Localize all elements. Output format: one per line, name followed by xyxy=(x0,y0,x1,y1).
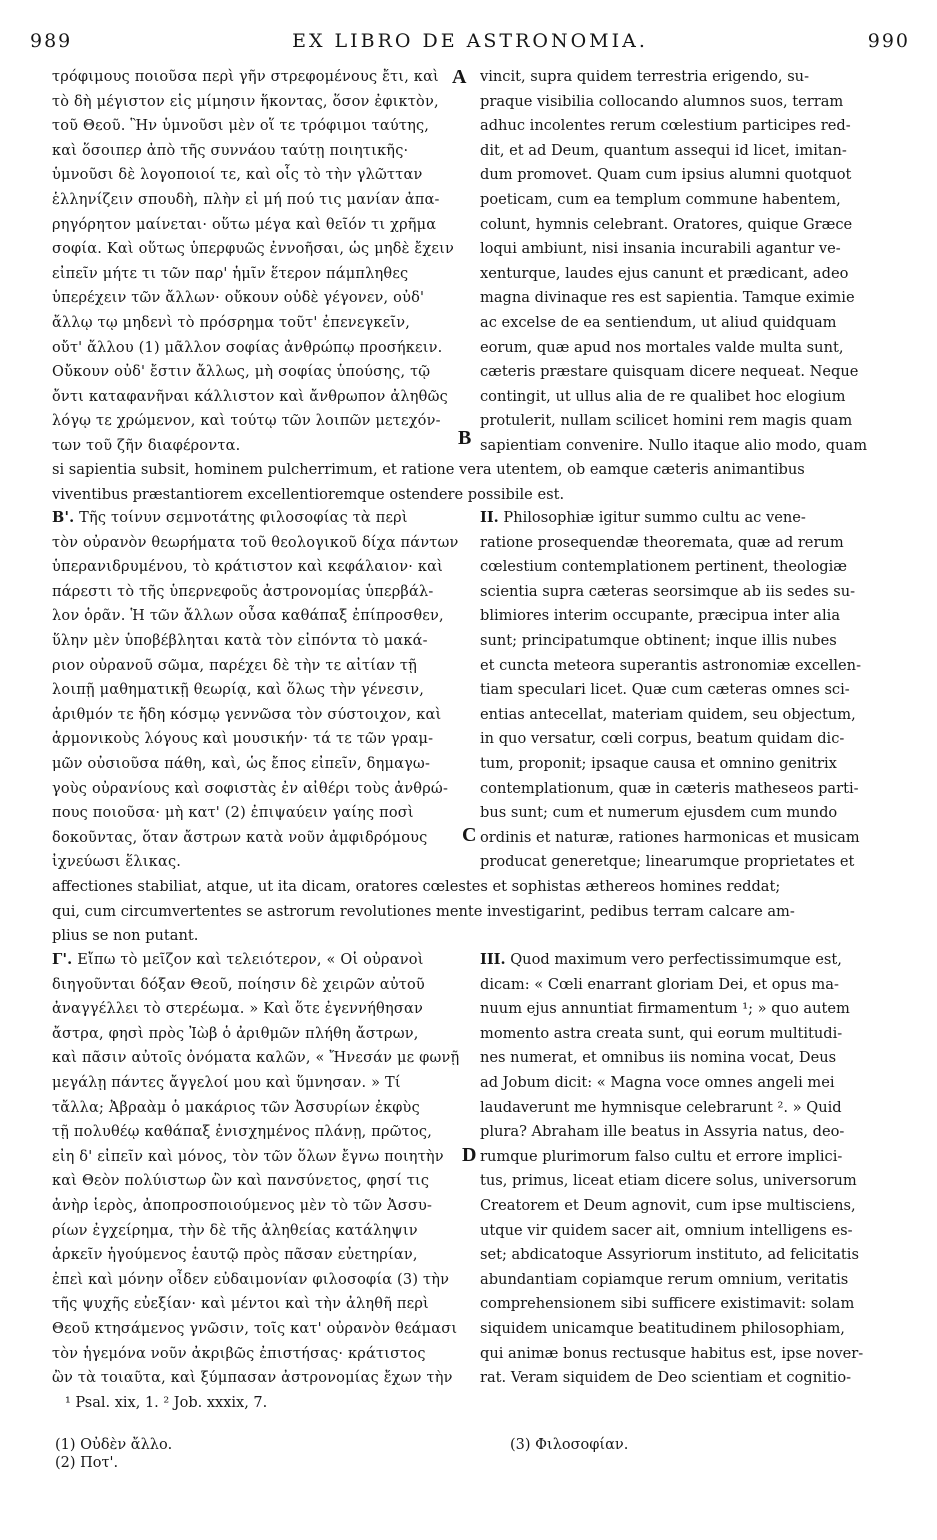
greek-line: μεγάλῃ πάντες ἄγγελοί μου καὶ ὕμνησαν. » Τί xyxy=(52,1074,401,1091)
greek-line: τρόφιμους ποιοῦσα περὶ γῆν στρεφομένους ἔτι, καὶ xyxy=(52,69,439,85)
greek-line: ὕλην μὲν ὑποβέβληται κατὰ τὸν εἰπόντα τὸ μακά- xyxy=(52,632,428,649)
latin-paragraph-2 xyxy=(480,506,890,531)
latin-line: xenturque, laudes ejus canunt et prædicant, adeo xyxy=(480,264,849,282)
greek-line: δοκοῦντας, ὅταν ἄστρων κατὰ νοῦν ἀμφιδρόμους xyxy=(52,829,428,846)
greek-line: ὄντι καταφανῆναι κάλλιστον καὶ ἄνθρωπον ἀληθῶς xyxy=(52,388,448,405)
greek-line: καὶ Θεὸν πολύιστωρ ὢν καὶ πανσύνετος, φησί τις xyxy=(52,1173,430,1190)
latin-lines-3 xyxy=(480,973,890,1388)
latin-line: producat generetque; linearumque proprietates et xyxy=(480,853,855,871)
greek-line: ὑμνοῦσι δὲ λογοποιοί τε, καὶ οἷς τὸ τὴν γλῶτταν xyxy=(52,167,423,184)
greek-paragraph-2 xyxy=(52,506,460,531)
latin-line: et cuncta meteora superantis astronomiæ excellen- xyxy=(480,656,862,674)
greek-line: Θεοῦ κτησάμενος γνῶσιν, τοῖς κατ' οὐρανὸν θεάμασι xyxy=(52,1320,458,1337)
greek-line: ὑπερέχειν τῶν ἄλλων· οὔκουν οὐδὲ γέγονεν, οὐδ' xyxy=(52,290,425,307)
latin-line: ac excelse de ea sentiendum, ut aliud quidquam xyxy=(480,313,837,331)
greek-line: τοῦ Θεοῦ. Ἣν ὑμνοῦσι μὲν οἵ τε τρόφιμοι ταύτης, xyxy=(52,118,430,135)
latin-line: nes numerat, et omnibus iis nomina vocat, Deus xyxy=(480,1049,837,1067)
section-number-greek: Β'. xyxy=(52,509,75,526)
greek-line: ὢν τὰ τοιαῦτα, καὶ ξύμπασαν ἀστρονομίας ἔχων τὴν xyxy=(52,1370,453,1387)
section-number-greek: Γ'. xyxy=(52,951,73,968)
page-header xyxy=(30,30,910,60)
greek-line: ἀνὴρ ἱερὸς, ἀποπροσποιούμενος μὲν τὸ τῶν Ἀσσυ- xyxy=(52,1197,433,1214)
greek-line: ὑπερανιδρυμένου, τὸ κράτιστον καὶ κεφάλαιον· καὶ xyxy=(52,559,444,576)
latin-line: cœlestium contemplationem pertinent, theologiæ xyxy=(480,558,847,576)
greek-line: ἄστρα, φησὶ πρὸς Ἰὼβ ὁ ἀριθμῶν πλήθη ἄστρων, xyxy=(52,1025,419,1042)
latin-line: bus sunt; cum et numerum ejusdem cum mundo xyxy=(480,804,838,822)
latin-line: dit, et ad Deum, quantum assequi id licet, imitan- xyxy=(480,141,847,159)
latin-line: scientia supra cæteras seorsimque ab iis sedes su- xyxy=(480,582,856,600)
greek-line: πάρεστι τὸ τῆς ὑπερνεφοῦς ἀστρονομίας ὑπερβάλ- xyxy=(52,583,434,600)
greek-line: ἀναγγέλλει τὸ στερέωμα. » Καὶ ὅτε ἐγεννήθησαν xyxy=(52,1001,423,1018)
text-line: plius se non putant. xyxy=(52,927,199,945)
greek-line: ἀριθμόν τε ἤδη κόσμῳ γεννῶσα τὸν σύστοιχον, καὶ xyxy=(52,706,442,723)
greek-line: ρίων ἐγχείρημα, τὴν δὲ τῆς ἀληθείας κατάληψιν xyxy=(52,1222,418,1239)
page-number-left: 989 xyxy=(30,30,73,52)
latin-line: loqui ambiunt, nisi insania incurabili agantur ve- xyxy=(480,240,841,258)
greek-line: λον ὁρᾶν. Ἡ τῶν ἄλλων οὖσα καθάπαξ ἐπίπροσθεν, xyxy=(52,608,444,625)
text-line: si sapientia subsit, hominem pulcherrimum, et ratione vera utentem, ob eamque cæteris animantibus xyxy=(52,461,805,478)
latin-line: cæteris præstare quisquam dicere nequeat. Neque xyxy=(480,363,859,381)
latin-line: contingit, ut ullus alia de re qualibet hoc elogium xyxy=(480,387,846,405)
latin-line: utque vir quidem sacer ait, omnium intelligens es- xyxy=(480,1221,853,1239)
greek-line: λοιπῇ μαθηματικῇ θεωρίᾳ, καὶ ὅλως τὴν γένεσιν, xyxy=(52,682,425,699)
greek-line: τἄλλα; Ἀβραὰμ ὁ μακάριος τῶν Ἀσσυρίων ἐκφὺς xyxy=(52,1099,420,1116)
latin-line: set; abdicatoque Assyriorum instituto, ad felicitatis xyxy=(480,1246,859,1264)
greek-lines-3 xyxy=(52,973,460,1388)
greek-line: τὸ δὴ μέγιστον εἰς μίμησιν ἥκοντας, ὅσον ἐφικτὸν, xyxy=(52,93,439,110)
greek-column-3 xyxy=(52,948,460,1388)
scripture-references: ¹ Psal. xix, 1. ² Job. xxxix, 7. xyxy=(65,1395,268,1411)
greek-line: των τοῦ ζῆν διαφέροντα. xyxy=(52,437,241,454)
text-line: affectiones stabiliat, atque, ut ita dicam, oratores cœlestes et sophistas æthereos homines reddat; xyxy=(52,878,781,895)
page-number-right: 990 xyxy=(867,30,910,52)
greek-line: εἰη δ' εἰπεῖν καὶ μόνος, τὸν τῶν ὅλων ἔγνω ποιητὴν xyxy=(52,1148,444,1165)
latin-line: protulerit, nullam scilicet homini rem magis quam xyxy=(480,412,853,430)
greek-line: ἐπεὶ καὶ μόνην οἶδεν εὐδαιμονίαν φιλοσοφία (3) τὴν xyxy=(52,1271,450,1288)
latin-line: laudaverunt me hymnisque celebrarunt ². » Quid xyxy=(480,1098,842,1116)
greek-line: γοὺς οὐρανίους καὶ σοφιστὰς ἐν αἰθέρι τοὺς ἀνθρώ- xyxy=(52,780,449,797)
greek-line: τῆς ψυχῆς εὐεξίαν· καὶ μέντοι καὶ τὴν ἀληθῆ περὶ xyxy=(52,1296,429,1313)
latin-line: rumque plurimorum falso cultu et errore implici- xyxy=(480,1147,843,1165)
greek-line: εἰπεῖν μήτε τι τῶν παρ' ἡμῖν ἕτερον πάμπληθες xyxy=(52,265,409,282)
latin-line xyxy=(480,948,890,973)
greek-line: τὸν ἡγεμόνα νοῦν ἀκριβῶς ἐπιστήσας· κράτιστος xyxy=(52,1345,426,1362)
variant-note-2: (2) Ποτ'. xyxy=(55,1455,119,1471)
latin-line: comprehensionem sibi sufficere existimavit: solam xyxy=(480,1295,855,1313)
greek-line: ἁρμονικοὺς λόγους καὶ μουσικήν· τά τε τῶν γραμ- xyxy=(52,731,434,748)
greek-line-text: Τῆς τοίνυν σεμνοτάτης φιλοσοφίας τὰ περὶ xyxy=(79,510,408,526)
full-width-text-1 xyxy=(52,458,890,508)
latin-line: tus, primus, liceat etiam dicere solus, universorum xyxy=(480,1172,857,1190)
latin-line: ordinis et naturæ, rationes harmonicas et musicam xyxy=(480,828,860,846)
footnotes xyxy=(55,1395,885,1495)
section-marker-d: D xyxy=(462,1144,477,1166)
section-marker-c: C xyxy=(462,824,477,846)
latin-line: nuum ejus annuntiat firmamentum ¹; » quo autem xyxy=(480,1000,850,1018)
greek-line: ἰχνεύωσι ἕλικας. xyxy=(52,854,182,871)
greek-line: ἀρκεῖν ἡγούμενος ἑαυτῷ πρὸς πᾶσαν εὐετηρίαν, xyxy=(52,1247,418,1264)
latin-line: eorum, quæ apud nos mortales valde multa sunt, xyxy=(480,338,844,356)
greek-line: οὔτ' ἄλλου (1) μᾶλλον σοφίας ἀνθρώπῳ προσήκειν. xyxy=(52,339,443,356)
latin-line: blimiores interim occupante, præcipua inter alia xyxy=(480,607,841,625)
greek-line: τὸν οὐρανὸν θεωρήματα τοῦ θεολογικοῦ δίχα πάντων xyxy=(52,534,459,551)
section-marker-b: B xyxy=(458,427,472,449)
greek-line: ἑλληνίζειν σπουδὴ, πλὴν εἰ μή πού τις μανίαν ἀπα- xyxy=(52,191,440,208)
latin-line: qui animæ bonus rectusque habitus est, ipse nover- xyxy=(480,1344,864,1362)
latin-line: dum promovet. Quam cum ipsius alumni quotquot xyxy=(480,166,852,184)
latin-line: in quo versatur, cœli corpus, beatum quidam dic- xyxy=(480,730,845,748)
latin-line: ad Jobum dicit: « Magna voce omnes angeli mei xyxy=(480,1073,835,1091)
latin-column-1 xyxy=(480,65,890,460)
latin-line: sunt; principatumque obtinent; inque illis nubes xyxy=(480,631,837,649)
latin-column-2 xyxy=(480,506,890,878)
greek-line: μῶν οὐσιοῦσα πάθη, καὶ, ὡς ἔπος εἰπεῖν, δημαγω- xyxy=(52,755,431,772)
latin-line: siquidem unicamque beatitudinem philosophiam, xyxy=(480,1319,845,1337)
greek-line xyxy=(52,506,460,531)
latin-line: vincit, supra quidem terrestria erigendo, su- xyxy=(480,68,810,85)
latin-line: contemplationum, quæ in cæteris matheseos parti- xyxy=(480,779,859,797)
greek-line: σοφία. Καὶ οὕτως ὑπερφυῶς ἐννοῆσαι, ὡς μηδὲ ἔχειν xyxy=(52,241,455,258)
latin-line: entias antecellat, materiam quidem, seu objectum, xyxy=(480,705,856,723)
greek-line: ριον οὐρανοῦ σῶμα, παρέχει δὲ τὴν τε αἰτίαν τῇ xyxy=(52,657,418,674)
latin-line xyxy=(480,506,890,531)
section-number-latin: III. xyxy=(480,951,506,968)
latin-line-text: Philosophiæ igitur summo cultu ac vene- xyxy=(503,509,806,526)
greek-line: λόγῳ τε χρώμενον, καὶ τούτῳ τῶν λοιπῶν μετεχόν- xyxy=(52,413,441,430)
section-marker-a: A xyxy=(452,66,467,88)
running-title: EX LIBRO DE ASTRONOMIA. xyxy=(292,30,648,52)
greek-line: τῇ πολυθέῳ καθάπαξ ἐνισχημένος πλάνῃ, πρῶτος, xyxy=(52,1124,433,1141)
latin-line: momento astra creata sunt, qui eorum multitudi- xyxy=(480,1024,843,1042)
latin-line: abundantiam copiamque rerum omnium, veritatis xyxy=(480,1270,849,1288)
latin-line: dicam: « Cœli enarrant gloriam Dei, et opus ma- xyxy=(480,975,839,993)
latin-line: poeticam, cum ea templum commune habentem, xyxy=(480,190,841,208)
latin-line: Creatorem et Deum agnovit, cum ipse multisciens, xyxy=(480,1196,856,1214)
latin-column-3 xyxy=(480,948,890,1388)
latin-line-text: Quod maximum vero perfectissimumque est, xyxy=(510,951,842,968)
latin-paragraph-3 xyxy=(480,948,890,973)
latin-line: praque visibilia collocando alumnos suos, terram xyxy=(480,92,844,110)
latin-line: rat. Veram siquidem de Deo scientiam et cognitio- xyxy=(480,1369,852,1387)
text-line: viventibus præstantiorem excellentioremque ostendere possibile est. xyxy=(52,485,565,503)
greek-line: διηγοῦνται δόξαν Θεοῦ, ποίησιν δὲ χειρῶν αὐτοῦ xyxy=(52,976,425,993)
section-number-latin: II. xyxy=(480,509,499,526)
greek-line-text: Εἴπω τὸ μεῖζον καὶ τελειότερον, « Οἱ οὐρανοὶ xyxy=(77,952,424,968)
greek-column-2 xyxy=(52,506,460,878)
latin-line: ratione prosequendæ theoremata, quæ ad rerum xyxy=(480,533,844,551)
full-width-text-2 xyxy=(52,875,890,951)
greek-lines-2 xyxy=(52,531,460,875)
variant-note-3: (3) Φιλοσοφίαν. xyxy=(510,1437,629,1453)
greek-column-1 xyxy=(52,65,460,460)
greek-paragraph-3 xyxy=(52,948,460,973)
variant-note-1: (1) Οὐδὲν ἄλλο. xyxy=(55,1437,173,1453)
latin-line: adhuc incolentes rerum cœlestium participes red- xyxy=(480,117,851,135)
greek-line xyxy=(52,948,460,973)
latin-line: magna divinaque res est sapientia. Tamque eximie xyxy=(480,289,855,307)
latin-lines-2 xyxy=(480,531,890,875)
greek-line: πους ποιοῦσα· μὴ κατ' (2) ἐπιψαύειν γαίης ποσὶ xyxy=(52,805,414,822)
greek-line: Οὔκουν οὐδ' ἔστιν ἄλλως, μὴ σοφίας ὑπούσης, τῷ xyxy=(52,364,431,381)
text-line: qui, cum circumvertentes se astrorum revolutiones mente investigarint, pedibus terram calcare am- xyxy=(52,902,795,920)
latin-line: colunt, hymnis celebrant. Oratores, quique Græce xyxy=(480,215,853,233)
latin-line: tum, proponit; ipsaque causa et omnino genitrix xyxy=(480,754,837,772)
latin-line: plura? Abraham ille beatus in Assyria natus, deo- xyxy=(480,1123,845,1141)
greek-line: ρηγόρητον μαίνεται· οὕτω μέγα καὶ θεῖόν τι χρῆμα xyxy=(52,216,437,233)
greek-line: ἄλλῳ τῳ μηδενὶ τὸ πρόσρημα τοῦτ' ἐπενεγκεῖν, xyxy=(52,314,411,331)
latin-line: sapientiam convenire. Nullo itaque alio modo, quam xyxy=(480,436,868,454)
greek-line: καὶ πᾶσιν αὐτοῖς ὀνόματα καλῶν, « Ἤνεσάν με φωνῇ xyxy=(52,1050,460,1067)
latin-line: tiam speculari licet. Quæ cum cæteras omnes sci- xyxy=(480,681,850,699)
greek-line: καὶ ὅσοιπερ ἀπὸ τῆς συννάου ταύτῃ ποιητικῆς· xyxy=(52,142,409,159)
